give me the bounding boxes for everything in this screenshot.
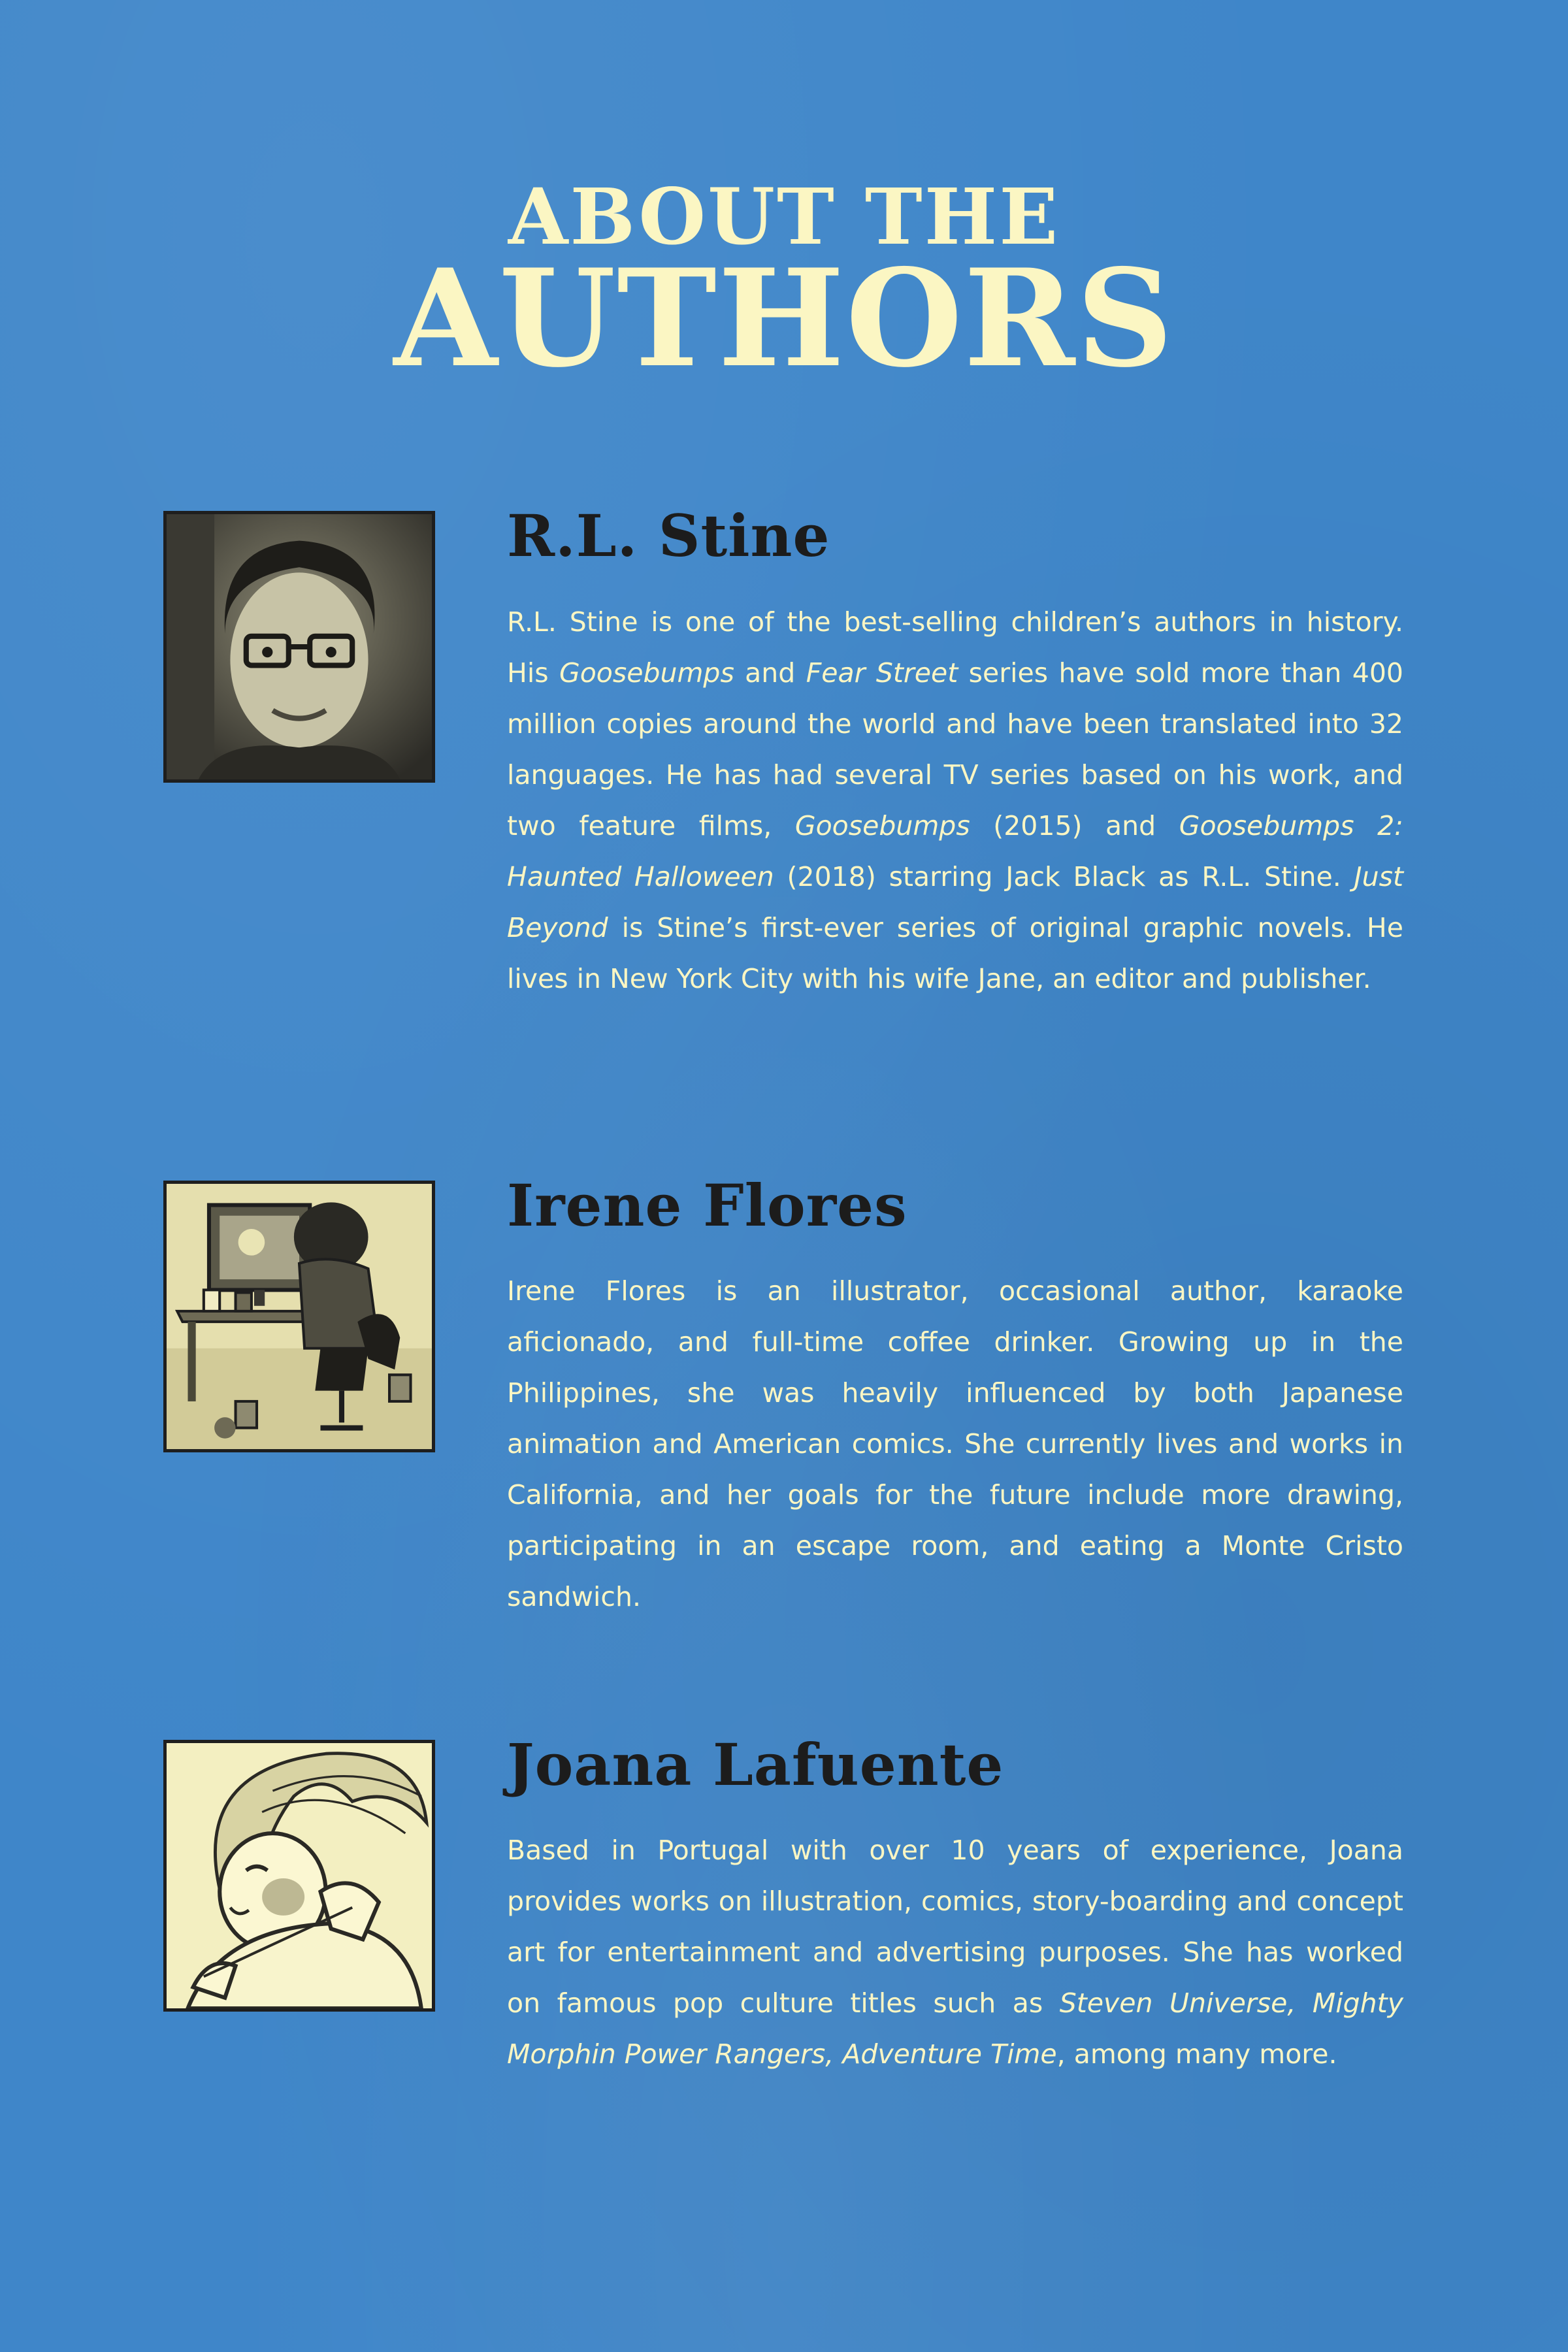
- author-bio-rl-stine: [507, 596, 1403, 1004]
- author-bio-irene-flores: [507, 1266, 1403, 1622]
- author-name-rl-stine: R.L. Stine: [507, 502, 830, 570]
- bio-italic-title: Goosebumps: [794, 810, 970, 841]
- irene-flores-illustration: [163, 1181, 435, 1452]
- author-name-joana-lafuente: Joana Lafuente: [507, 1731, 1004, 1799]
- bio-italic-title: Steven Universe, Mighty Morphin Power Rangers, Adventure Time: [507, 1987, 1403, 2070]
- bio-text: Based in Portugal with over 10 years of experience, Joana provides works on illustration, comics, story-boarding and concept art for entertainment and advertising purposes. She has worked on famous pop culture titles such as: [507, 1835, 1403, 2019]
- author-bio-joana-lafuente: [507, 1825, 1403, 2080]
- bio-italic-title: Just Beyond: [507, 861, 1404, 943]
- joana-lafuente-illustration: [163, 1740, 435, 2012]
- bio-text: series have sold more than 400 million copies around the world and have been translated into 32 languages. He has had several TV series based on his work, and two feature films,: [507, 657, 1403, 841]
- author-name-irene-flores: Irene Flores: [507, 1171, 907, 1239]
- bio-text: (2018) starring Jack Black as R.L. Stine.: [774, 861, 1354, 892]
- bio-italic-title: Goosebumps 2: Haunted Halloween: [507, 810, 1403, 892]
- bio-text: Irene Flores is an illustrator, occasional author, karaoke aficionado, and full-time coffee drinker. Growing up in the Philippines, she was heavily influenced by both Japanese animation and American comics. She currently lives and works in California, and her goals for the future include more drawing, participating in an escape room, and eating a Monte Cristo sandwich.: [507, 1275, 1403, 1612]
- bio-italic-title: Goosebumps: [559, 657, 734, 689]
- bio-text: R.L. Stine is one of the best-selling children’s authors in history. His: [507, 606, 1403, 689]
- bio-text: and: [734, 657, 806, 689]
- bio-italic-title: Fear Street: [806, 657, 958, 689]
- title-line-1: ABOUT THE: [508, 171, 1060, 262]
- bio-text: , among many more.: [1056, 2038, 1337, 2070]
- rl-stine-photo: [163, 511, 435, 783]
- bio-text: is Stine’s first-ever series of original graphic novels. He lives in New York City with his wife Jane, an editor and publisher.: [507, 912, 1403, 994]
- title-line-2: AUTHORS: [393, 240, 1175, 397]
- bio-text: (2015) and: [970, 810, 1179, 841]
